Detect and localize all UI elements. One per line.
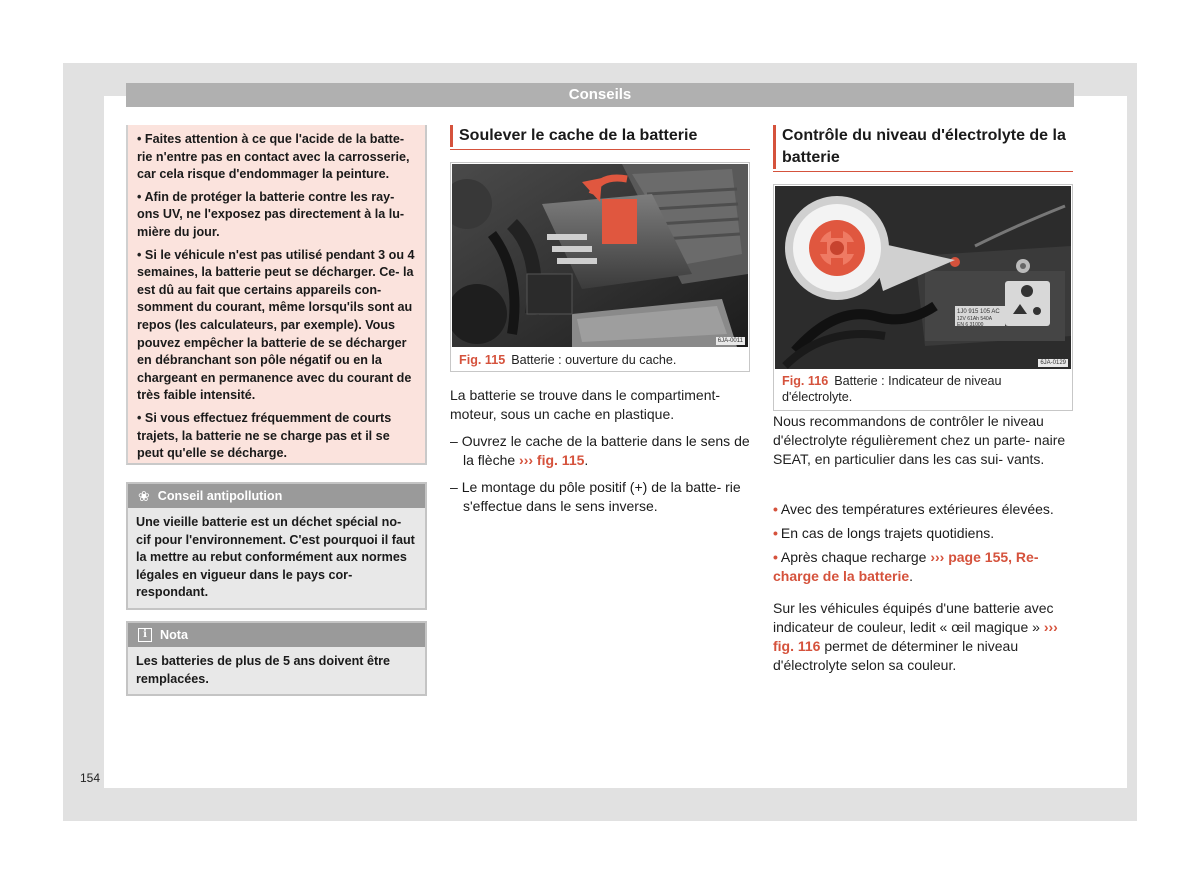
figure-link[interactable]: ››› fig. 115 [519,452,585,468]
note-box-header [128,623,425,647]
warning-item: • Si vous effectuez fréquemment de courts trajets, la batterie ne se charge pas et il se peut qu'elle se décharge. [137,410,392,461]
info-icon: i [138,628,152,642]
step-item: – Ouvrez le cache de la batterie dans le sens de la flèche ››› fig. 115. [450,433,750,468]
list-item: • Après chaque recharge ››› page 155, Re- charge de la batterie. [773,549,1039,584]
warning-box [126,125,427,465]
figure-tag: 6JA-0011 [717,338,743,344]
figure-number: Fig. 115 [459,353,506,367]
figure-caption-text: Batterie : ouverture du cache. [511,353,677,367]
eco-box [126,482,427,610]
battery-cover-photo [452,164,748,347]
figure-caption [782,373,1067,405]
section-title: Soulever le cache de la batterie [450,125,750,147]
flower-icon: ❀ [138,488,150,504]
figure-caption [459,352,744,368]
figure-tag: 6JA-0129 [1040,360,1066,366]
figure-caption-text: Batterie : Indicateur de niveau d'électrolyte. [782,374,1002,404]
figure-115 [450,162,750,372]
page-number: 154 [80,771,101,785]
warning-item: • Si le véhicule n'est pas utilisé pendant 3 ou 4 semaines, la batterie peut se décharger. Ce- la est dû au fait que certains appareils con- somment du courant, même lorsqu'ils sont au repos (les calculateurs, par exemple). Vous pouvez empêcher la batterie de se décharger en débranchant son pôle négatif ou en la chargeant en permanence avec du courant de très faible intensité. [137,247,415,403]
figure-116 [773,184,1073,411]
conditions-list [773,500,1073,591]
section-intro: La batterie se trouve dans le compartiment- moteur, sous un cache en plastique. [450,387,721,422]
step-item: – Le montage du pôle positif (+) de la batte- rie s'effectue dans le sens inverse. [450,479,741,514]
section-title-rule [773,171,1073,172]
page-header: Conseils [126,83,1074,107]
note-box-title: Nota [160,628,188,642]
eco-box-title: Conseil antipollution [157,489,283,503]
list-item: • En cas de longs trajets quotidiens. [773,525,995,541]
note-box [126,621,427,696]
eco-box-text: Une vieille batterie est un déchet spécial no- cif pour l'environnement. C'est pourquoi il faut la mettre au rebut conformément aux normes légales en vigueur dans le pays cor- respondant. [128,508,425,608]
figure-number: Fig. 116 [782,374,829,388]
section-intro: Nous recommandons de contrôler le niveau d'électrolyte régulièrement chez un parte- naire SEAT, en particulier dans les cas sui- vants. [773,413,1066,467]
list-item: • Avec des températures extérieures élevées. [773,501,1054,517]
section-title-rule [450,149,750,150]
figure-link[interactable]: ››› fig. 116 [773,619,1058,654]
warning-item: • Faites attention à ce que l'acide de la batte- rie n'entre pas en contact avec la carrosserie, car cela risque d'endommager la peinture. [137,132,410,182]
section-title: Contrôle du niveau d'électrolyte de la batterie [773,125,1073,169]
electrolyte-indicator-photo [775,186,1071,369]
note-box-text: Les batteries de plus de 5 ans doivent être remplacées. [128,647,425,694]
section-outro: Sur les véhicules équipés d'une batterie avec indicateur de couleur, ledit « œil magique » ››› fig. 116 permet de déterminer le niveau d'électrolyte selon sa couleur. [773,600,1058,673]
warning-item: • Afin de protéger la batterie contre les ray- ons UV, ne l'exposez pas directement à la lu- mière du jour. [137,189,405,239]
page-link[interactable]: ››› page 155, Re- charge de la batterie [773,549,1039,584]
eco-box-header [128,484,425,508]
battery-label-line: 12V 61Ah 540A [957,316,993,322]
battery-label-line: EN 6 31000 [957,322,984,328]
battery-label-line: 1J0 915 105 AC [957,309,1000,315]
